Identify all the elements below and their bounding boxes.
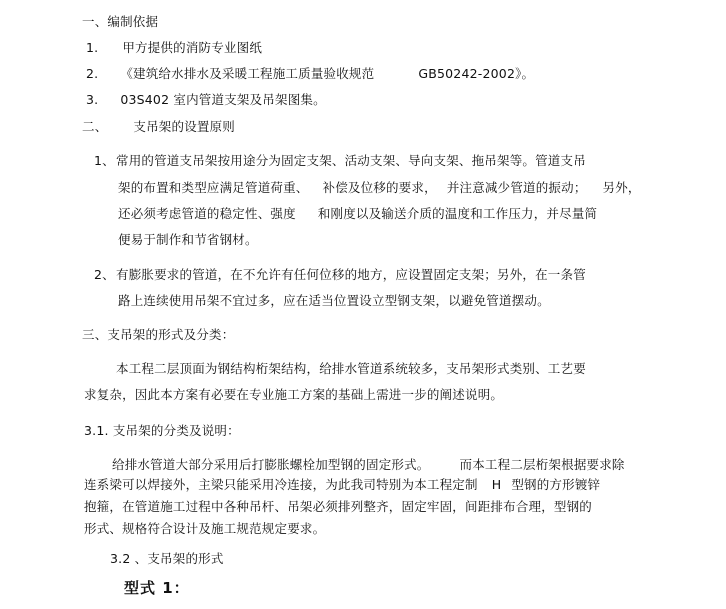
principle-number: 1、	[94, 153, 115, 168]
standard-code: GB50242-2002》。	[418, 66, 535, 81]
paragraph-line: 连系梁可以焊接外，主梁只能采用冷连接，为此我司特别为本工程定制 H 型钢的方形镀锌	[84, 477, 601, 492]
subsection-heading: 3.2 、支吊架的形式	[110, 551, 224, 566]
subsection-heading: 3.1. 支吊架的分类及说明：	[84, 423, 240, 438]
paragraph-line: 给排水管道大部分采用后打膨胀螺栓加型钢的固定形式。 而本工程二层桁架根据要求除	[112, 457, 625, 472]
principle-line: 还必须考虑管道的稳定性、强度 和刚度以及输送介质的温度和工作压力，并尽量简	[118, 206, 598, 221]
section3-heading: 三、支吊架的形式及分类：	[82, 327, 235, 342]
item-text: 03S402 室内管道支架及吊架图集。	[120, 92, 326, 107]
item-number: 2.	[86, 66, 99, 81]
paragraph-line: 形式、规格符合设计及施工规范规定要求。	[84, 521, 326, 536]
type-label: 型式 1：	[124, 579, 190, 597]
principle-line: 有膨胀要求的管道，在不允许有任何位移的地方，应设置固定支架；另外，在一条管	[116, 267, 586, 282]
section2-number: 二、	[82, 119, 108, 134]
principle-line: 便易于制作和节省钢材。	[118, 232, 258, 247]
principle-line: 路上连续使用吊架不宜过多，应在适当位置设立型钢支架，以避免管道摆动。	[118, 293, 550, 308]
list-item	[86, 66, 534, 82]
section2-title: 支吊架的设置原则	[133, 119, 236, 134]
item-number: 1.	[86, 40, 99, 55]
list-item	[86, 92, 326, 108]
principle-number: 2、	[94, 267, 115, 282]
item-text: 甲方提供的消防专业图纸	[122, 40, 263, 55]
item-number: 3.	[86, 92, 99, 107]
principle-line: 常用的管道支吊架按用途分为固定支架、活动支架、导向支架、拖吊架等。管道支吊	[116, 153, 586, 168]
section1-heading: 一、编制依据	[82, 14, 159, 29]
paragraph-line: 求复杂，因此本方案有必要在专业施工方案的基础上需进一步的阐述说明。	[84, 387, 504, 402]
list-item	[86, 40, 262, 56]
section2-heading	[82, 119, 235, 135]
principle-line: 架的布置和类型应满足管道荷重、 补偿及位移的要求， 并注意减少管道的振动； 另外，	[118, 180, 641, 195]
paragraph-line: 本工程二层顶面为钢结构桁架结构，给排水管道系统较多，支吊架形式类别、工艺要	[116, 361, 586, 376]
item-text: 《建筑给水排水及采暖工程施工质量验收规范	[120, 66, 375, 81]
paragraph-line: 抱箍，在管道施工过程中各种吊杆、吊架必须排列整齐，固定牢固，间距排布合理，型钢的	[84, 499, 593, 514]
